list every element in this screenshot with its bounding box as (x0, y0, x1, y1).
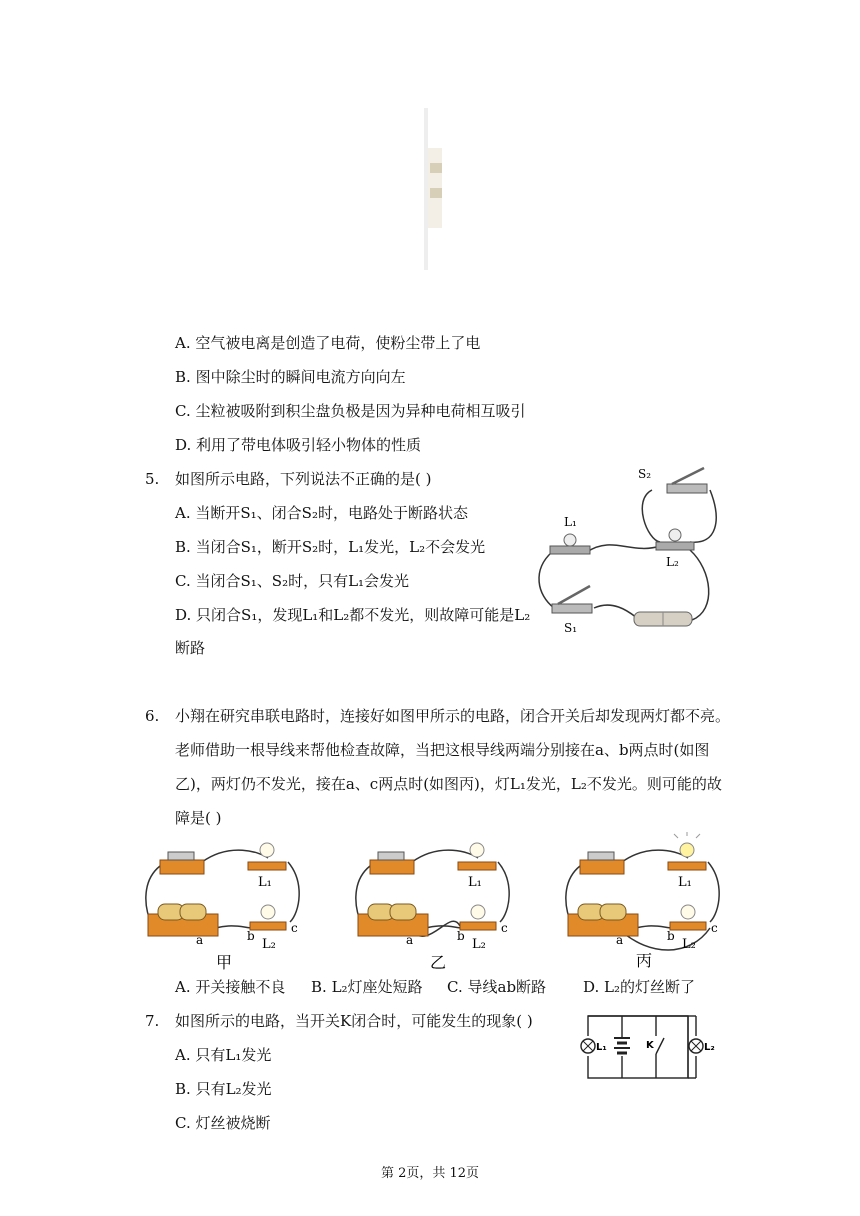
q6-figure-bing-svg (560, 832, 730, 972)
fig-label-l1: L₁ (468, 875, 482, 890)
q5-stem: 如图所示电路，下列说法不正确的是( ) (175, 470, 432, 488)
option-text: 空气被电离是创造了电荷，使粉尘带上了电 (195, 334, 481, 352)
fig-label-b: b (247, 929, 255, 943)
q6-figure-jia (140, 832, 310, 972)
fig-label-l2: L₂ (666, 555, 679, 569)
fig-label-l1: L₁ (258, 875, 272, 890)
fig-label-b: b (667, 929, 675, 943)
q7-circuit-figure (578, 1008, 720, 1082)
q4-option-a[interactable] (175, 333, 480, 353)
option-label: A. (175, 334, 191, 352)
option-text: 只有L₂发光 (195, 1080, 272, 1098)
option-label: C. (175, 402, 191, 420)
q6-figure-bing (560, 832, 730, 972)
option-label: B. (175, 538, 191, 556)
option-text: 开关接触不良 (195, 978, 286, 996)
fig-label-a: a (616, 933, 624, 947)
fig-label-c: c (501, 921, 508, 935)
q6-option-a[interactable] (175, 977, 285, 997)
q6-stem-line-4: 障是( ) (175, 809, 222, 827)
fig-label-l2: L₂ (682, 937, 696, 952)
option-label: D. (175, 606, 192, 624)
option-text: 只闭合S₁，发现L₁和L₂都不发光，则故障可能是L₂ (196, 606, 531, 624)
option-text: 当断开S₁、闭合S₂时，电路处于断路状态 (195, 504, 468, 522)
q5-option-d[interactable] (175, 605, 530, 625)
q4-option-d[interactable] (175, 435, 421, 455)
caption-jia: 甲 (216, 953, 233, 972)
option-text: 灯丝被烧断 (195, 1114, 271, 1132)
option-text: 当闭合S₁、S₂时，只有L₁会发光 (195, 572, 410, 590)
option-label: B. (175, 1080, 191, 1098)
top-figure-fragment-svg (424, 108, 442, 270)
page-footer: 第 2页，共 12页 (380, 1166, 480, 1181)
option-text: 导线ab断路 (467, 978, 547, 996)
caption-yi: 乙 (430, 953, 447, 972)
fig-label-k: K (646, 1040, 654, 1051)
option-label: D. (175, 436, 192, 454)
option-text: 当闭合S₁，断开S₂时，L₁发光，L₂不会发光 (195, 538, 486, 556)
option-text: L₂灯座处短路 (331, 978, 423, 996)
q4-option-b[interactable] (175, 367, 406, 387)
fig-label-l1: L₁ (596, 1042, 607, 1053)
fig-label-l1: L₁ (564, 515, 577, 529)
q7-option-c[interactable] (175, 1113, 271, 1133)
q5-number: 5. (145, 470, 160, 488)
q5-option-d-continuation: 断路 (175, 639, 206, 657)
q7-stem: 如图所示的电路，当开关K闭合时，可能发生的现象( ) (175, 1012, 533, 1030)
fig-label-a: a (196, 933, 204, 947)
q7-circuit-svg (578, 1008, 720, 1082)
fig-label-l2: L₂ (262, 937, 276, 952)
option-label: A. (175, 1046, 191, 1064)
option-text: 尘粒被吸附到积尘盘负极是因为异种电荷相互吸引 (195, 402, 526, 420)
q5-option-b[interactable] (175, 537, 485, 557)
q7-number: 7. (145, 1012, 160, 1030)
fig-label-s2: S₂ (638, 467, 652, 481)
fig-label-c: c (291, 921, 298, 935)
q5-option-a[interactable] (175, 503, 468, 523)
q7-option-a[interactable] (175, 1045, 271, 1065)
q6-figure-jia-svg (140, 832, 310, 972)
q6-figure-yi-svg (350, 832, 520, 972)
option-label: B. (175, 368, 191, 386)
q5-circuit-figure (532, 460, 722, 640)
fig-label-l2: L₂ (472, 937, 486, 952)
q6-stem-line-2: 老师借助一根导线来帮他检查故障，当把这根导线两端分别接在a、b两点时(如图 (175, 741, 710, 759)
q6-stem-line-3: 乙)，两灯仍不发光，接在a、c两点时(如图丙)，灯L₁发光，L₂不发光。则可能的故 (175, 775, 722, 793)
option-label: A. (175, 504, 191, 522)
q6-figure-yi (350, 832, 520, 972)
option-text: 只有L₁发光 (195, 1046, 272, 1064)
option-label: C. (175, 572, 191, 590)
fig-label-a: a (406, 933, 414, 947)
fig-label-s1: S₁ (564, 621, 578, 635)
option-label: A. (175, 978, 191, 996)
q7-option-b[interactable] (175, 1079, 272, 1099)
q5-option-c[interactable] (175, 571, 409, 591)
q6-option-c[interactable] (447, 977, 546, 997)
option-text: L₂的灯丝断了 (604, 978, 696, 996)
fig-label-b: b (457, 929, 465, 943)
fig-label-l2: L₂ (704, 1042, 715, 1053)
q6-number: 6. (145, 707, 160, 725)
q4-option-c[interactable] (175, 401, 526, 421)
fig-label-c: c (711, 921, 718, 935)
option-label: D. (583, 978, 600, 996)
q6-option-b[interactable] (311, 977, 423, 997)
option-label: C. (175, 1114, 191, 1132)
top-figure-fragment (424, 108, 442, 270)
option-text: 图中除尘时的瞬间电流方向向左 (195, 368, 406, 386)
q5-circuit-svg (532, 460, 722, 640)
option-label: B. (311, 978, 327, 996)
q6-stem-line-1: 小翔在研究串联电路时，连接好如图甲所示的电路，闭合开关后却发现两灯都不亮。 (175, 707, 731, 725)
option-text: 利用了带电体吸引轻小物体的性质 (196, 436, 422, 454)
option-label: C. (447, 978, 463, 996)
fig-label-l1: L₁ (678, 875, 692, 890)
caption-bing: 丙 (636, 951, 653, 970)
q6-option-d[interactable] (583, 977, 695, 997)
